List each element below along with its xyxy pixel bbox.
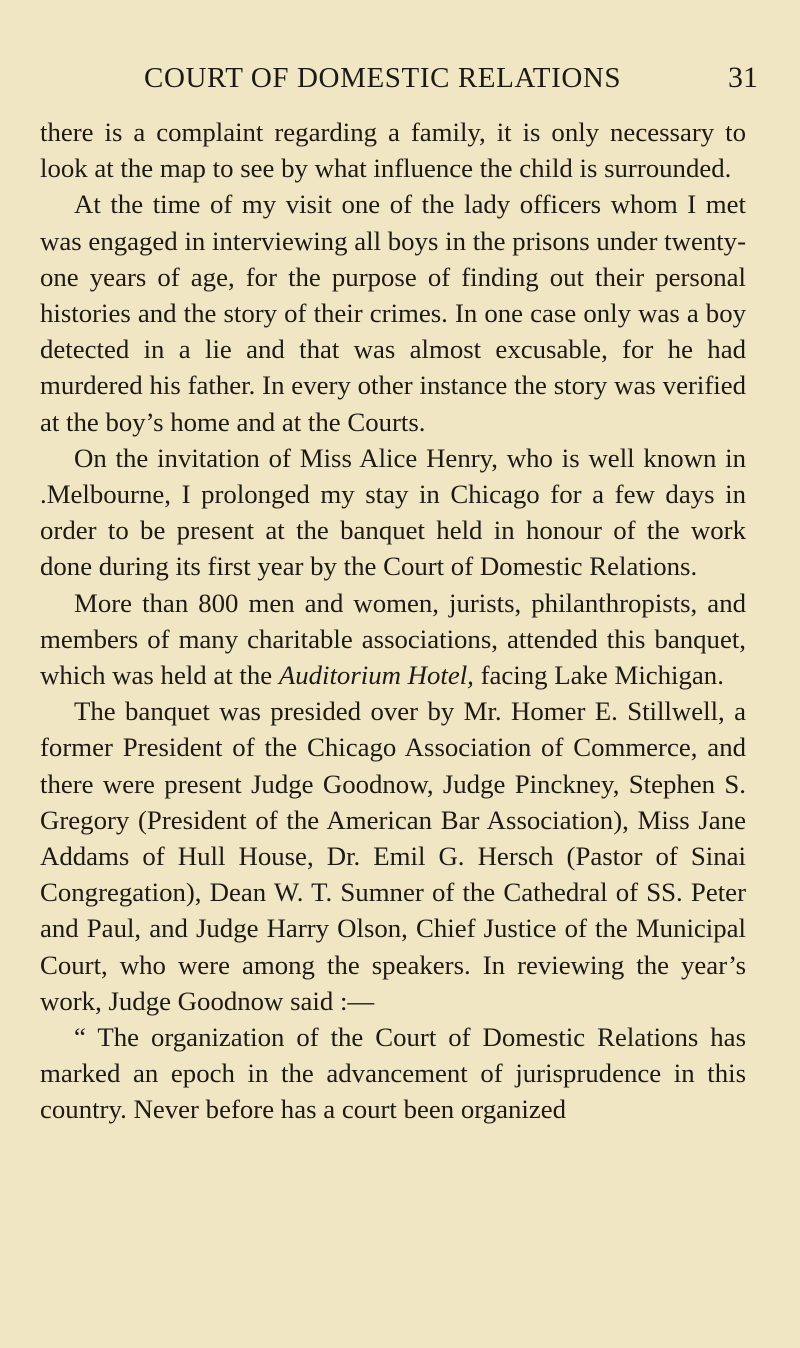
paragraph-4-after: facing Lake Michigan.	[473, 660, 724, 691]
body-text	[40, 114, 746, 1128]
paragraph-6: “ The organization of the Court of Domestic Relations has marked an epoch in the advancement of jurisprudence in this country. Never before has a court been organized	[40, 1022, 746, 1125]
paragraph-1: there is a complaint regarding a family, it is only necessary to look at the map to see by what influence the child is surrounded.	[40, 117, 746, 184]
paragraph-5: The banquet was presided over by Mr. Homer E. Stillwell, a former President of the Chicago Association of Commerce, and there were present Judge Goodnow, Judge Pinckney, Stephen S. Gregory (President of the American Bar Association), Miss Jane Addams of Hull House, Dr. Emil G. Hersch (Pastor of Sinai Congregation), Dean W. T. Sumner of the Cathedral of SS. Peter and Paul, and Judge Harry Olson, Chief Justice of the Municipal Court, who were among the speakers. In reviewing the year’s work, Judge Goodnow said :—	[40, 696, 746, 1016]
paragraph-3: On the invitation of Miss Alice Henry, who is well known in .Melbourne, I prolonged my stay in Chicago for a few days in order to be present at the banquet held in honour of the work done during its first year by the Court of Domestic Relations.	[40, 442, 746, 582]
hotel-name: Auditorium Hotel,	[278, 660, 474, 691]
paragraph-4-before: More than 800 men and women, jurists, philanthropists, and members of many charitable associations, attended this banquet, which was held at the	[40, 587, 746, 691]
page-number: 31	[728, 61, 758, 94]
running-head	[40, 61, 758, 102]
paragraph-4	[40, 585, 746, 694]
running-title: COURT OF DOMESTIC RELATIONS	[144, 62, 622, 94]
paragraph-2: At the time of my visit one of the lady officers whom I met was engaged in interviewing all boys in the prisons under twenty-one years of age, for the purpose of finding out their personal histories and the story of their crimes. In one case only was a boy detected in a lie and that was almost excusable, for he had murdered his father. In every other instance the story was verified at the boy’s home and at the Courts.	[40, 189, 746, 437]
